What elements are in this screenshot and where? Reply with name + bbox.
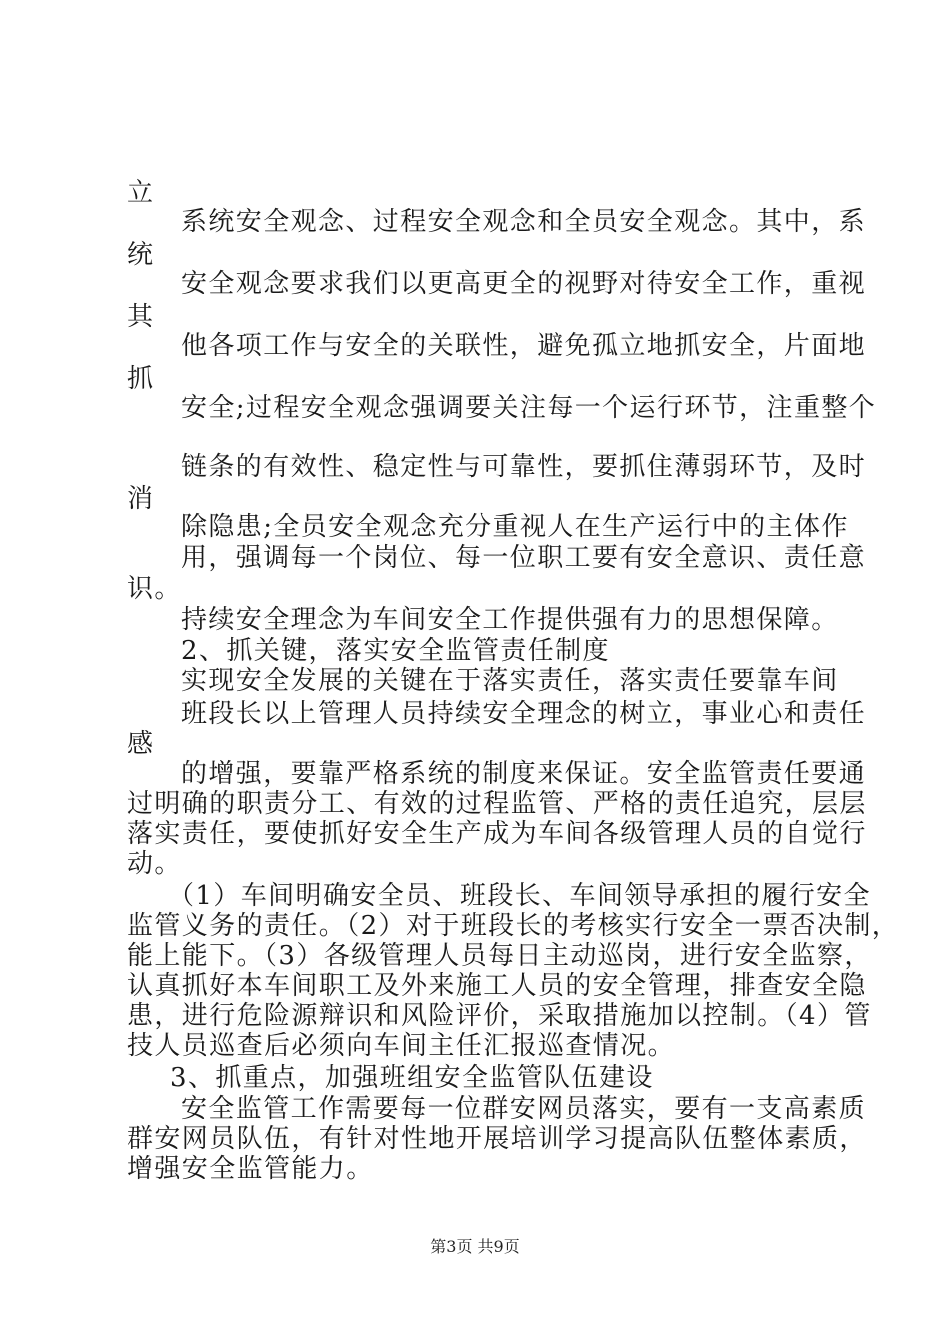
text-line: 班段长以上管理人员持续安全理念的树立，事业心和责任 bbox=[181, 699, 867, 729]
text-line: 能上能下。（3）各级管理人员每日主动巡岗，进行安全监察， bbox=[127, 941, 872, 971]
text-line: 他各项工作与安全的关联性，避免孤立地抓安全，片面地 bbox=[181, 331, 867, 361]
text-line: 认真抓好本车间职工及外来施工人员的安全管理，排查安全隐 bbox=[127, 971, 867, 1001]
text-line: 的增强，要靠严格系统的制度来保证。安全监管责任要通 bbox=[181, 759, 867, 789]
text-line: 安全观念要求我们以更高更全的视野对待安全工作，重视 bbox=[181, 269, 867, 299]
text-line: 感 bbox=[127, 729, 155, 759]
text-line: 其 bbox=[127, 302, 155, 332]
text-line: 群安网员队伍，有针对性地开展培训学习提高队伍整体素质， bbox=[127, 1124, 867, 1154]
text-line: 增强安全监管能力。 bbox=[127, 1154, 374, 1184]
text-line: 统 bbox=[127, 240, 155, 270]
text-line: 系统安全观念、过程安全观念和全员安全观念。其中，系 bbox=[181, 207, 867, 237]
page-footer: 第3页 共9页 bbox=[430, 1237, 520, 1256]
text-line: 过明确的职责分工、有效的过程监管、严格的责任追究，层层 bbox=[127, 789, 867, 819]
text-line: 识。 bbox=[127, 574, 182, 604]
text-line: 立 bbox=[127, 178, 155, 208]
text-line: 实现安全发展的关键在于落实责任，落实责任要靠车间 bbox=[181, 666, 839, 696]
text-line: （1）车间明确安全员、班段长、车间领导承担的履行安全 bbox=[168, 881, 871, 911]
text-line: 消 bbox=[127, 484, 155, 514]
section-heading: 3、抓重点，加强班组安全监管队伍建设 bbox=[170, 1063, 654, 1093]
text-line: 用，强调每一个岗位、每一位职工要有安全意识、责任意 bbox=[181, 543, 867, 573]
text-line: 抓 bbox=[127, 364, 155, 394]
text-line: 监管义务的责任。（2）对于班段长的考核实行安全一票否决制， bbox=[127, 911, 900, 941]
text-line: 链条的有效性、稳定性与可靠性，要抓住薄弱环节，及时 bbox=[181, 452, 867, 482]
section-heading: 2、抓关键，落实安全监管责任制度 bbox=[181, 636, 610, 666]
text-line: 落实责任，要使抓好安全生产成为车间各级管理人员的自觉行 bbox=[127, 819, 867, 849]
text-line: 技人员巡查后必须向车间主任汇报巡查情况。 bbox=[127, 1031, 676, 1061]
text-line: 动。 bbox=[127, 849, 182, 879]
text-line: 除隐患;全员安全观念充分重视人在生产运行中的主体作 bbox=[181, 512, 849, 542]
text-line: 安全监管工作需要每一位群安网员落实，要有一支高素质 bbox=[181, 1094, 867, 1124]
text-line: 持续安全理念为车间安全工作提供强有力的思想保障。 bbox=[181, 605, 839, 635]
text-line: 安全;过程安全观念强调要关注每一个运行环节，注重整个 bbox=[181, 393, 877, 423]
text-line: 患，进行危险源辩识和风险评价，采取措施加以控制。（4）管 bbox=[127, 1001, 872, 1031]
